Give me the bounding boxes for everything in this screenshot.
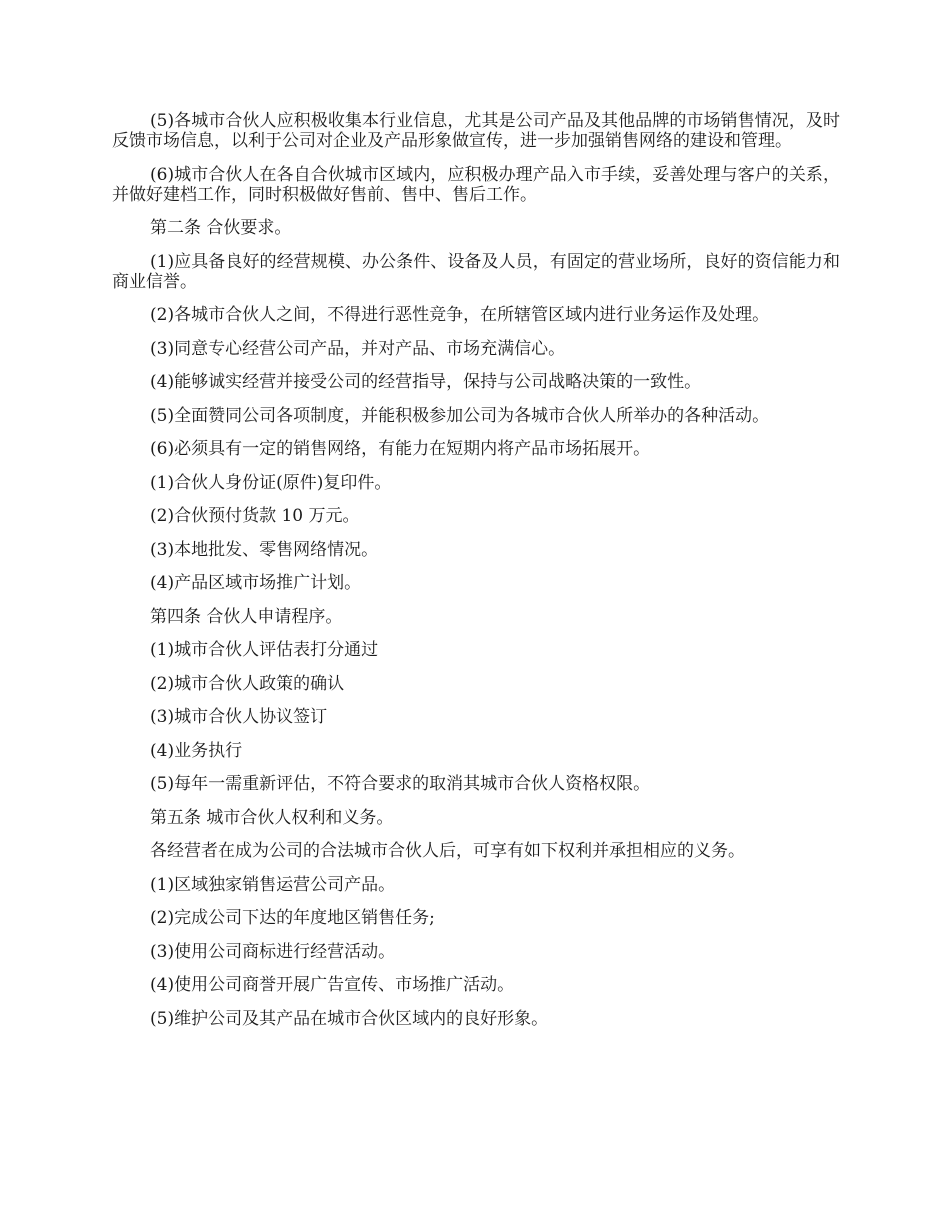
paragraph: (5)每年一需重新评估，不符合要求的取消其城市合伙人资格权限。 (150, 774, 651, 794)
paragraph: (2)各城市合伙人之间，不得进行恶性竞争，在所辖管区域内进行业务运作及处理。 (150, 305, 770, 325)
paragraph: (6)必须具有一定的销售网络，有能力在短期内将产品市场拓展开。 (150, 439, 651, 459)
paragraph: (1)应具备良好的经营规模、办公条件、设备及人员，有固定的营业场所，良好的资信能力和商业信誉。 (112, 251, 840, 292)
paragraph: (1)城市合伙人评估表打分通过 (150, 640, 379, 660)
paragraph: (3)本地批发、零售网络情况。 (150, 539, 379, 560)
paragraph: (6)城市合伙人在各自合伙城市区域内，应积极办理产品入市手续，妥善处理与客户的关系，并做好建档工作，同时积极做好售前、售中、售后工作。 (112, 164, 840, 205)
paragraph: (5)维护公司及其产品在城市合伙区域内的良好形象。 (150, 1008, 549, 1029)
paragraph: (4)产品区域市场推广计划。 (150, 573, 362, 593)
paragraph: (3)城市合伙人协议签订 (150, 707, 328, 727)
paragraph: (1)区域独家销售运营公司产品。 (150, 874, 396, 895)
paragraph: (3)使用公司商标进行经营活动。 (150, 941, 396, 962)
section-heading: 第五条 城市合伙人权利和义务。 (150, 807, 394, 828)
paragraph: (3)同意专心经营公司产品，并对产品、市场充满信心。 (150, 338, 566, 359)
paragraph: (2)城市合伙人政策的确认 (150, 673, 345, 694)
paragraph: (1)合伙人身份证(原件)复印件。 (150, 472, 392, 493)
paragraph: (5)全面赞同公司各项制度，并能积极参加公司为各城市合伙人所举办的各种活动。 (150, 405, 770, 426)
paragraph: (2)完成公司下达的年度地区销售任务; (150, 908, 435, 928)
paragraph: (4)能够诚实经营并接受公司的经营指导，保持与公司战略决策的一致性。 (150, 372, 702, 392)
paragraph: (4)业务执行 (150, 740, 243, 761)
document-body (112, 111, 840, 1042)
paragraph: 各经营者在成为公司的合法城市合伙人后，可享有如下权利并承担相应的义务。 (150, 841, 745, 861)
section-heading: 第四条 合伙人申请程序。 (150, 606, 343, 627)
paragraph: (5)各城市合伙人应积极收集本行业信息，尤其是公司产品及其他品牌的市场销售情况，及时反馈市场信息，以利于公司对企业及产品形象做宣传，进一步加强销售网络的建设和管理。 (112, 111, 840, 151)
section-heading: 第二条 合伙要求。 (150, 218, 292, 238)
paragraph: (4)使用公司商誉开展广告宣传、市场推广活动。 (150, 975, 515, 995)
paragraph: (2)合伙预付货款 10 万元。 (150, 506, 360, 526)
